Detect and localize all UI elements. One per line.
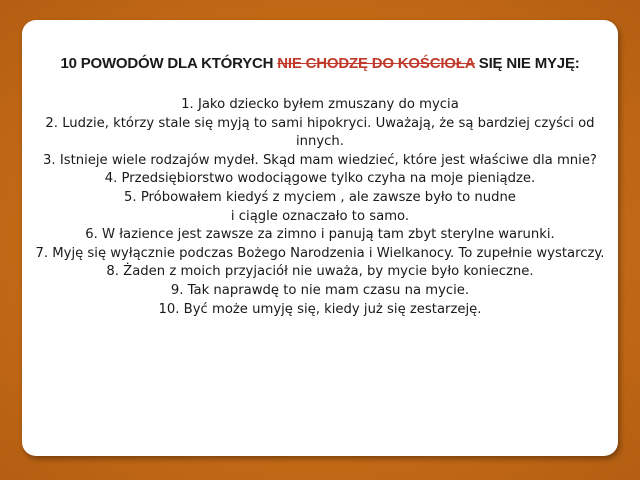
list-item: 7. Myję się wyłącznie podczas Bożego Narodzenia i Wielkanocy. To zupełnie wystarczy. <box>35 245 605 261</box>
list-item: 8. Żaden z moich przyjaciół nie uważa, by mycie było konieczne. <box>106 264 534 280</box>
content-card <box>22 20 618 456</box>
list-item: 10. Być może umyję się, kiedy już się zestarzeję. <box>158 301 482 317</box>
list-item: 2. Ludzie, którzy stale się myją to sami hipokryci. Uważają, że są bardziej czyści od innych. <box>45 115 595 150</box>
reasons-list <box>30 96 610 319</box>
list-item: 4. Przedsiębiorstwo wodociągowe tylko czyha na moje pieniądze. <box>104 171 536 187</box>
title-prefix: 10 POWODÓW DLA KTÓRYCH <box>60 55 274 72</box>
list-item: 5. Próbowałem kiedyś z myciem , ale zawsze było to nudne i ciągle oznaczało to samo. <box>124 189 516 224</box>
title-suffix: SIĘ NIE MYJĘ: <box>478 55 580 72</box>
list-item: 3. Istnieje wiele rodzajów mydeł. Skąd mam wiedzieć, które jest właściwe dla mnie? <box>43 152 597 168</box>
list-item: 6. W łazience jest zawsze za zimno i panują tam zbyt sterylne warunki. <box>85 227 555 243</box>
list-item: 1. Jako dziecko byłem zmuszany do mycia <box>181 97 459 112</box>
title-struck-text: NIE CHODZĘ DO KOŚCIOŁA <box>277 55 475 72</box>
page-title <box>22 55 618 72</box>
list-item: 9. Tak naprawdę to nie mam czasu na mycie. <box>170 282 470 298</box>
